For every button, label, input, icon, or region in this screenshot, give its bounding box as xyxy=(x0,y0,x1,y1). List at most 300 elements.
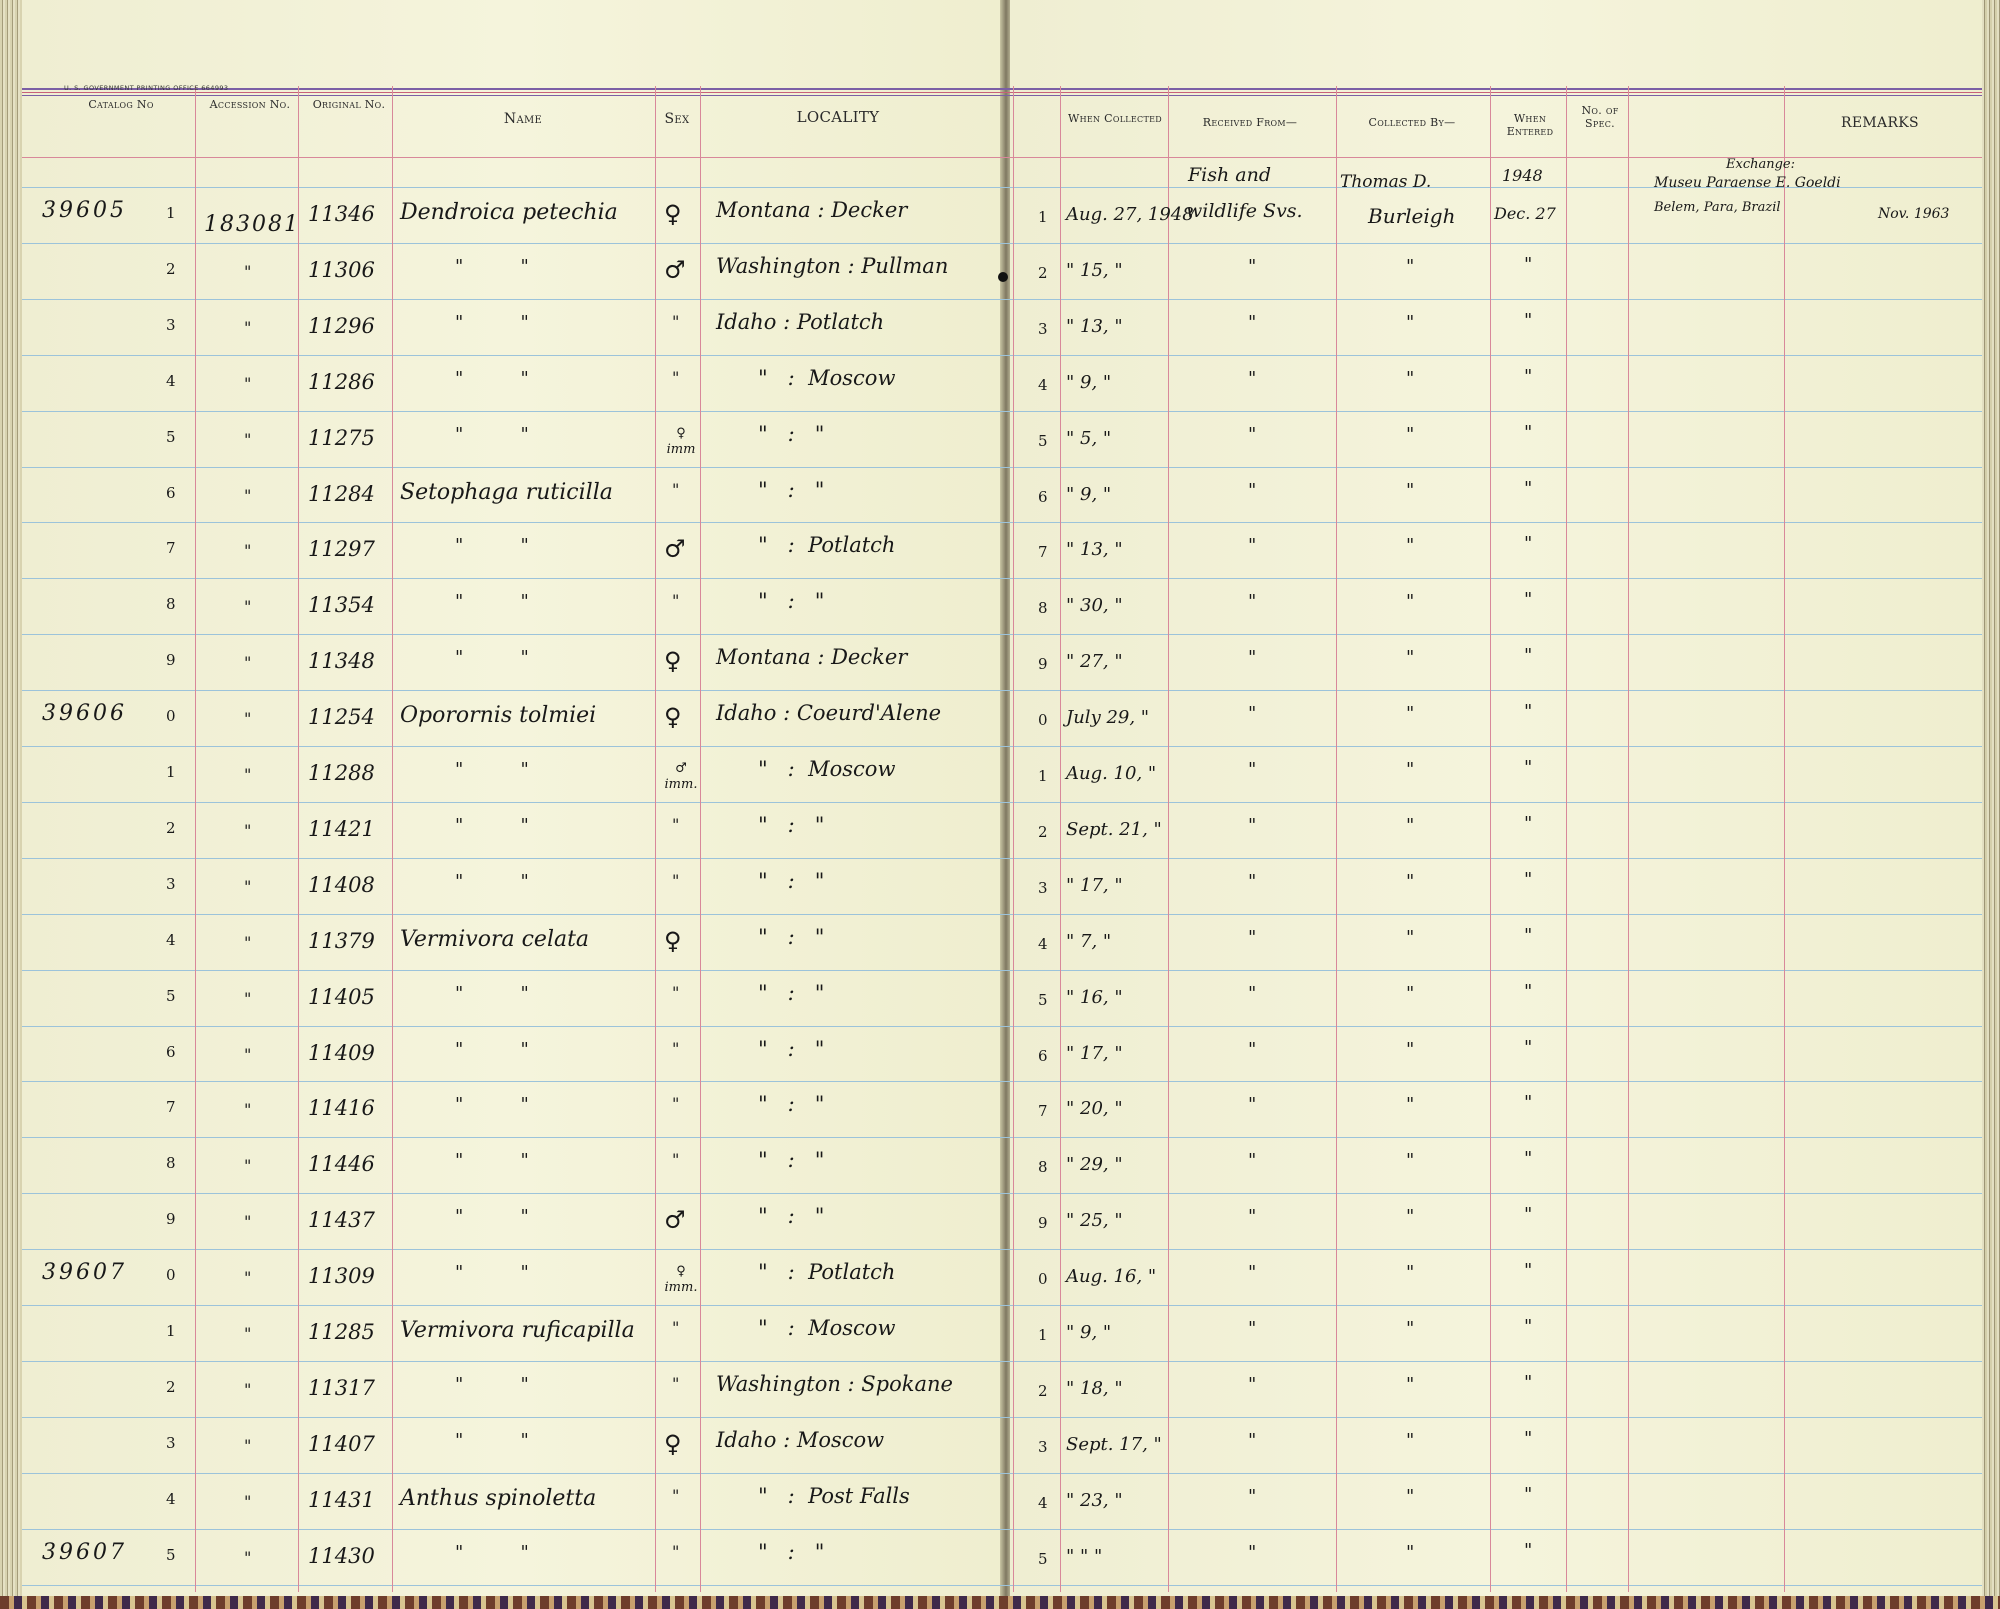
species-name: " " xyxy=(455,814,529,836)
line-digit: 2 xyxy=(166,1377,176,1396)
sex-symbol: " xyxy=(672,479,680,499)
left-page xyxy=(22,0,1002,1598)
sex-symbol: ♂ imm. xyxy=(664,761,698,792)
received-ditto: " xyxy=(1248,255,1257,277)
line-digit: 2 xyxy=(166,818,176,837)
original-number: 11346 xyxy=(308,202,375,226)
header-received-from: Received From— xyxy=(1202,116,1298,129)
locality: " : " xyxy=(758,421,825,446)
original-number: 11430 xyxy=(308,1543,375,1568)
header-rule-red xyxy=(22,92,1982,93)
received-ditto: " xyxy=(1248,423,1257,445)
original-number: 11275 xyxy=(308,425,375,450)
entered-ditto: " xyxy=(1524,421,1533,443)
collected-ditto: " xyxy=(1406,1429,1415,1451)
accession-number: " xyxy=(244,261,252,281)
accession-number: " xyxy=(244,1156,252,1176)
ruled-line xyxy=(22,299,1982,300)
ruled-line xyxy=(22,1529,1982,1530)
accession-number: " xyxy=(244,1491,252,1511)
ruled-line xyxy=(22,1473,1982,1474)
right-line-digit: 0 xyxy=(1038,711,1048,730)
accession-number: " xyxy=(244,1100,252,1120)
accession-number: " xyxy=(244,1435,252,1455)
accession-number: " xyxy=(244,1268,252,1288)
received-ditto: " xyxy=(1248,311,1257,333)
received-ditto: " xyxy=(1248,535,1257,557)
collected-ditto: " xyxy=(1406,1150,1415,1172)
original-number: 11437 xyxy=(308,1208,375,1233)
original-number: 11306 xyxy=(308,257,375,282)
right-line-digit: 7 xyxy=(1038,543,1048,562)
locality: Montana : Decker xyxy=(716,645,908,670)
date-collected: " 27, " xyxy=(1066,651,1123,673)
date-collected: " 29, " xyxy=(1066,1154,1123,1176)
species-name: " " xyxy=(455,255,529,277)
line-digit: 0 xyxy=(166,707,176,726)
sex-symbol: ♀ xyxy=(664,647,682,676)
accession-number: " xyxy=(244,1379,252,1399)
ruled-line xyxy=(22,1249,1982,1250)
date-collected: " 9, " xyxy=(1066,371,1112,393)
right-line-digit: 5 xyxy=(1038,1549,1048,1568)
accession-number: 183081 xyxy=(204,212,300,237)
column-divider xyxy=(700,86,701,1592)
header-sex: Sex xyxy=(664,111,690,127)
line-digit: 1 xyxy=(166,204,176,222)
printer-imprint: U. S. GOVERNMENT PRINTING OFFICE 664993 xyxy=(64,84,229,92)
locality: " : " xyxy=(758,812,825,837)
locality: " : Potlatch xyxy=(758,533,896,558)
line-digit: 3 xyxy=(166,1433,176,1452)
received-ditto: " xyxy=(1248,814,1257,836)
species-name: " " xyxy=(455,1206,529,1228)
locality: " : " xyxy=(758,1148,825,1173)
line-digit: 3 xyxy=(166,874,176,893)
page-edge-right xyxy=(1982,0,2000,1598)
sex-symbol: " xyxy=(672,814,680,834)
date-collected: " 25, " xyxy=(1066,1210,1123,1232)
collected-ditto: " xyxy=(1406,814,1415,836)
column-divider xyxy=(298,86,299,1592)
date-collected: " 9, " xyxy=(1066,483,1112,505)
species-name: Setophaga ruticilla xyxy=(400,479,613,505)
column-divider xyxy=(1566,86,1567,1592)
header-accession: Accession No. xyxy=(209,98,291,111)
right-line-digit: 4 xyxy=(1038,934,1048,953)
line-digit: 4 xyxy=(166,930,176,949)
species-name: " " xyxy=(455,591,529,613)
species-name: Oporornis tolmiei xyxy=(400,703,597,729)
remarks-line3: Belem, Para, Brazil xyxy=(1654,200,1781,215)
header-underline xyxy=(22,157,1982,158)
right-line-digit: 1 xyxy=(1038,767,1048,785)
original-number: 11297 xyxy=(308,537,375,562)
collected-ditto: " xyxy=(1406,870,1415,892)
collected-ditto: " xyxy=(1406,311,1415,333)
catalog-number: 39606 xyxy=(42,701,127,727)
right-line-digit: 3 xyxy=(1038,319,1048,338)
column-divider xyxy=(1336,86,1337,1592)
catalog-number: 39607 xyxy=(42,1539,127,1565)
ruled-line xyxy=(22,914,1982,915)
collected-ditto: " xyxy=(1406,759,1415,780)
original-number: 11431 xyxy=(308,1487,375,1512)
sex-symbol: ♂ xyxy=(664,535,686,564)
entered-ditto: " xyxy=(1524,253,1533,275)
header-remarks: REMARKS xyxy=(1841,115,1919,131)
sex-symbol: " xyxy=(672,1150,680,1170)
sex-symbol: " xyxy=(672,870,680,890)
original-number: 11408 xyxy=(308,872,375,897)
species-name: " " xyxy=(455,1429,529,1451)
locality: " : " xyxy=(758,1539,825,1564)
species-name: " " xyxy=(455,982,529,1004)
received-ditto: " xyxy=(1248,1318,1257,1339)
binding-hole xyxy=(998,272,1008,282)
remarks-line2: Museu Paraense E. Goeldi xyxy=(1654,175,1841,191)
species-name: " " xyxy=(455,1541,529,1563)
original-number: 11317 xyxy=(308,1375,375,1400)
species-name: " " xyxy=(455,1094,529,1116)
received-ditto: " xyxy=(1248,647,1257,669)
entered-ditto: " xyxy=(1524,868,1533,890)
catalog-number: 39607 xyxy=(42,1260,127,1286)
sex-symbol: " xyxy=(672,1541,680,1561)
locality: " : Moscow xyxy=(758,757,896,781)
line-digit: 7 xyxy=(166,1098,176,1117)
sex-symbol: " xyxy=(672,982,680,1002)
collected-by-line2: Burleigh xyxy=(1368,204,1456,228)
line-digit: 7 xyxy=(166,539,176,558)
locality: Idaho : Coeurd'Alene xyxy=(716,701,942,726)
date-collected: " 15, " xyxy=(1066,259,1123,281)
collected-ditto: " xyxy=(1406,1541,1415,1563)
line-digit: 2 xyxy=(166,259,176,278)
species-name: Vermivora ruficapilla xyxy=(400,1318,635,1343)
column-divider xyxy=(392,86,393,1592)
header-catalog: Catalog No xyxy=(88,98,154,111)
date-collected: " 5, " xyxy=(1066,427,1112,449)
right-line-digit: 4 xyxy=(1038,375,1048,394)
line-digit: 4 xyxy=(166,1489,176,1508)
collected-ditto: " xyxy=(1406,926,1415,948)
right-line-digit: 3 xyxy=(1038,878,1048,897)
entered-ditto: " xyxy=(1524,757,1533,778)
catalog-number: 39605 xyxy=(42,198,127,223)
accession-number: " xyxy=(244,429,252,449)
right-line-digit: 6 xyxy=(1038,1046,1048,1065)
column-divider xyxy=(1060,86,1061,1592)
date-collected: " 13, " xyxy=(1066,539,1123,561)
column-divider xyxy=(655,86,656,1592)
collected-ditto: " xyxy=(1406,591,1415,613)
species-name: " " xyxy=(455,647,529,669)
remarks-line4: Nov. 1963 xyxy=(1878,206,1950,222)
accession-number: " xyxy=(244,709,252,729)
ruled-line xyxy=(22,522,1982,523)
line-digit: 6 xyxy=(166,1042,176,1061)
locality: " : Potlatch xyxy=(758,1260,896,1285)
line-digit: 1 xyxy=(166,763,176,781)
original-number: 11285 xyxy=(308,1320,375,1344)
accession-number: " xyxy=(244,820,252,840)
when-entered-year: 1948 xyxy=(1502,166,1543,185)
locality: " : Moscow xyxy=(758,1316,896,1340)
received-ditto: " xyxy=(1248,1094,1257,1116)
accession-number: " xyxy=(244,1547,252,1567)
original-number: 11407 xyxy=(308,1431,375,1456)
locality: " : " xyxy=(758,1092,825,1117)
accession-number: " xyxy=(244,485,252,505)
sex-symbol: ♀ xyxy=(664,200,682,228)
date-collected: " " " xyxy=(1066,1545,1103,1567)
date-collected: Aug. 10, " xyxy=(1066,763,1157,784)
entered-ditto: " xyxy=(1524,1316,1533,1337)
entered-ditto: " xyxy=(1524,1371,1533,1393)
ruled-line xyxy=(22,355,1982,356)
header-when-collected: When Collected xyxy=(1068,112,1162,125)
ruled-line xyxy=(22,1081,1982,1082)
accession-number: " xyxy=(244,988,252,1008)
line-digit: 8 xyxy=(166,595,176,614)
locality: Idaho : Moscow xyxy=(716,1427,885,1452)
accession-number: " xyxy=(244,765,252,784)
collected-ditto: " xyxy=(1406,982,1415,1004)
sex-symbol: " xyxy=(672,591,680,611)
collected-ditto: " xyxy=(1406,647,1415,669)
entered-ditto: " xyxy=(1524,980,1533,1002)
received-ditto: " xyxy=(1248,1150,1257,1172)
accession-number: " xyxy=(244,597,252,617)
locality: " : " xyxy=(758,980,825,1005)
ruled-line xyxy=(22,690,1982,691)
sex-symbol: " xyxy=(672,1318,680,1337)
ruled-line xyxy=(22,1417,1982,1418)
right-line-digit: 2 xyxy=(1038,822,1048,841)
received-ditto: " xyxy=(1248,1373,1257,1395)
locality: Montana : Decker xyxy=(716,198,908,222)
accession-number: " xyxy=(244,876,252,896)
column-divider xyxy=(1784,86,1785,1592)
right-line-digit: 9 xyxy=(1038,1214,1048,1233)
ruled-line xyxy=(22,746,1982,747)
collected-ditto: " xyxy=(1406,1262,1415,1284)
sex-symbol: " xyxy=(672,1038,680,1058)
line-digit: 1 xyxy=(166,1322,176,1340)
header-locality: LOCALITY xyxy=(796,108,880,126)
line-digit: 6 xyxy=(166,483,176,502)
received-ditto: " xyxy=(1248,870,1257,892)
header-no-of-spec: No. of Spec. xyxy=(1581,104,1619,130)
locality: " : " xyxy=(758,589,825,614)
collected-by-line1: Thomas D. xyxy=(1340,172,1432,192)
original-number: 11288 xyxy=(308,761,375,785)
page-edge-left xyxy=(0,0,22,1598)
ruled-line xyxy=(22,1193,1982,1194)
sex-symbol: " xyxy=(672,1373,680,1393)
entered-ditto: " xyxy=(1524,533,1533,555)
original-number: 11254 xyxy=(308,705,375,730)
line-digit: 4 xyxy=(166,371,176,390)
date-collected: " 18, " xyxy=(1066,1377,1123,1399)
received-ditto: " xyxy=(1248,982,1257,1004)
original-number: 11446 xyxy=(308,1152,375,1177)
accession-number: " xyxy=(244,373,252,393)
original-number: 11405 xyxy=(308,984,375,1009)
accession-number: " xyxy=(244,1212,252,1232)
ruled-line xyxy=(22,1137,1982,1138)
right-line-digit: 1 xyxy=(1038,208,1048,226)
accession-number: " xyxy=(244,317,252,337)
original-number: 11284 xyxy=(308,481,375,506)
locality: " : " xyxy=(758,1204,825,1229)
line-digit: 9 xyxy=(166,651,176,670)
column-divider xyxy=(195,86,196,1592)
original-number: 11348 xyxy=(308,649,375,674)
sex-symbol: ♀ xyxy=(664,926,682,955)
right-page xyxy=(1010,0,1982,1598)
locality: Idaho : Potlatch xyxy=(716,309,885,334)
ruled-line xyxy=(22,858,1982,859)
accession-number: " xyxy=(244,1324,252,1343)
collected-ditto: " xyxy=(1406,479,1415,501)
collected-ditto: " xyxy=(1406,535,1415,557)
received-ditto: " xyxy=(1248,591,1257,613)
date-collected: Aug. 16, " xyxy=(1066,1266,1157,1288)
ruled-line xyxy=(22,1361,1982,1362)
original-number: 11416 xyxy=(308,1096,375,1121)
species-name: " " xyxy=(455,535,529,557)
line-digit: 5 xyxy=(166,1545,176,1564)
entered-ditto: " xyxy=(1524,477,1533,499)
original-number: 11286 xyxy=(308,369,375,394)
ruled-line xyxy=(22,1585,1982,1586)
species-name: " " xyxy=(455,311,529,333)
species-name: Dendroica petechia xyxy=(400,200,618,225)
original-number: 11379 xyxy=(308,928,375,953)
line-digit: 5 xyxy=(166,986,176,1005)
sex-symbol: ♀ xyxy=(664,703,682,732)
sex-symbol: " xyxy=(672,1094,680,1114)
header-original: Original No. xyxy=(312,98,386,111)
collected-ditto: " xyxy=(1406,1094,1415,1116)
locality: " : Moscow xyxy=(758,365,896,390)
locality: " : " xyxy=(758,477,825,502)
received-ditto: " xyxy=(1248,926,1257,948)
received-ditto: " xyxy=(1248,1541,1257,1563)
received-ditto: " xyxy=(1248,367,1257,389)
accession-number: " xyxy=(244,932,252,952)
sex-symbol: " xyxy=(672,367,680,387)
entered-ditto: " xyxy=(1524,365,1533,387)
line-digit: 5 xyxy=(166,427,176,446)
header-rule-bottom xyxy=(22,95,1982,96)
sex-symbol: " xyxy=(672,1485,680,1505)
right-line-digit: 3 xyxy=(1038,1437,1048,1456)
sex-symbol: ♀ imm xyxy=(666,425,696,457)
received-ditto: " xyxy=(1248,1206,1257,1228)
right-line-digit: 5 xyxy=(1038,431,1048,450)
line-digit: 0 xyxy=(166,1266,176,1285)
right-line-digit: 9 xyxy=(1038,655,1048,674)
received-ditto: " xyxy=(1248,1038,1257,1060)
date-collected: " 17, " xyxy=(1066,874,1123,896)
species-name: " " xyxy=(455,1038,529,1060)
entered-ditto: " xyxy=(1524,1148,1533,1170)
date-collected: " 16, " xyxy=(1066,986,1123,1008)
species-name: Vermivora celata xyxy=(400,926,590,952)
collected-ditto: " xyxy=(1406,1485,1415,1507)
ruled-line xyxy=(22,1026,1982,1027)
collected-ditto: " xyxy=(1406,1373,1415,1395)
entered-ditto: " xyxy=(1524,924,1533,946)
received-ditto: " xyxy=(1248,479,1257,501)
sex-symbol: ♂ xyxy=(664,1206,686,1235)
entered-ditto: " xyxy=(1524,1092,1533,1114)
received-ditto: " xyxy=(1248,703,1257,725)
column-divider xyxy=(1013,86,1014,1592)
species-name: " " xyxy=(455,367,529,389)
right-line-digit: 2 xyxy=(1038,263,1048,282)
locality: Washington : Spokane xyxy=(716,1371,953,1396)
right-line-digit: 2 xyxy=(1038,1381,1048,1400)
date-collected: " 20, " xyxy=(1066,1098,1123,1120)
received-ditto: " xyxy=(1248,1485,1257,1507)
entered-ditto: " xyxy=(1524,589,1533,611)
right-line-digit: 7 xyxy=(1038,1102,1048,1121)
sex-symbol: " xyxy=(672,311,680,331)
date-collected: " 30, " xyxy=(1066,595,1123,617)
species-name: " " xyxy=(455,1262,529,1284)
species-name: " " xyxy=(455,870,529,892)
collected-ditto: " xyxy=(1406,255,1415,277)
locality: " : " xyxy=(758,868,825,893)
date-collected: " 13, " xyxy=(1066,315,1123,337)
date-collected: Sept. 21, " xyxy=(1066,818,1162,840)
original-number: 11296 xyxy=(308,313,375,338)
accession-number: " xyxy=(244,653,252,673)
entered-ditto: " xyxy=(1524,1036,1533,1058)
locality: Washington : Pullman xyxy=(716,253,949,278)
right-line-digit: 6 xyxy=(1038,487,1048,506)
ruled-line xyxy=(22,578,1982,579)
ruled-line xyxy=(22,970,1982,971)
species-name: " " xyxy=(455,1373,529,1395)
date-collected: " 17, " xyxy=(1066,1042,1123,1064)
entered-ditto: " xyxy=(1524,1260,1533,1282)
received-ditto: " xyxy=(1248,1262,1257,1284)
date-collected: Aug. 27, 1948 xyxy=(1066,204,1194,225)
entered-ditto: " xyxy=(1524,812,1533,834)
locality: " : " xyxy=(758,1036,825,1061)
sex-symbol: ♂ xyxy=(664,255,686,284)
ruled-line xyxy=(22,411,1982,412)
ruled-line xyxy=(22,634,1982,635)
date-collected: July 29, " xyxy=(1066,707,1150,729)
accession-number: " xyxy=(244,1044,252,1064)
sex-symbol: ♀ xyxy=(664,1429,682,1458)
header-rule-top xyxy=(22,88,1982,90)
received-ditto: " xyxy=(1248,1429,1257,1451)
ruled-line xyxy=(22,802,1982,803)
entered-ditto: " xyxy=(1524,1539,1533,1561)
entered-ditto: " xyxy=(1524,1204,1533,1226)
right-line-digit: 0 xyxy=(1038,1270,1048,1289)
date-collected: " 7, " xyxy=(1066,930,1112,952)
line-digit: 9 xyxy=(166,1210,176,1229)
received-ditto: " xyxy=(1248,759,1257,780)
